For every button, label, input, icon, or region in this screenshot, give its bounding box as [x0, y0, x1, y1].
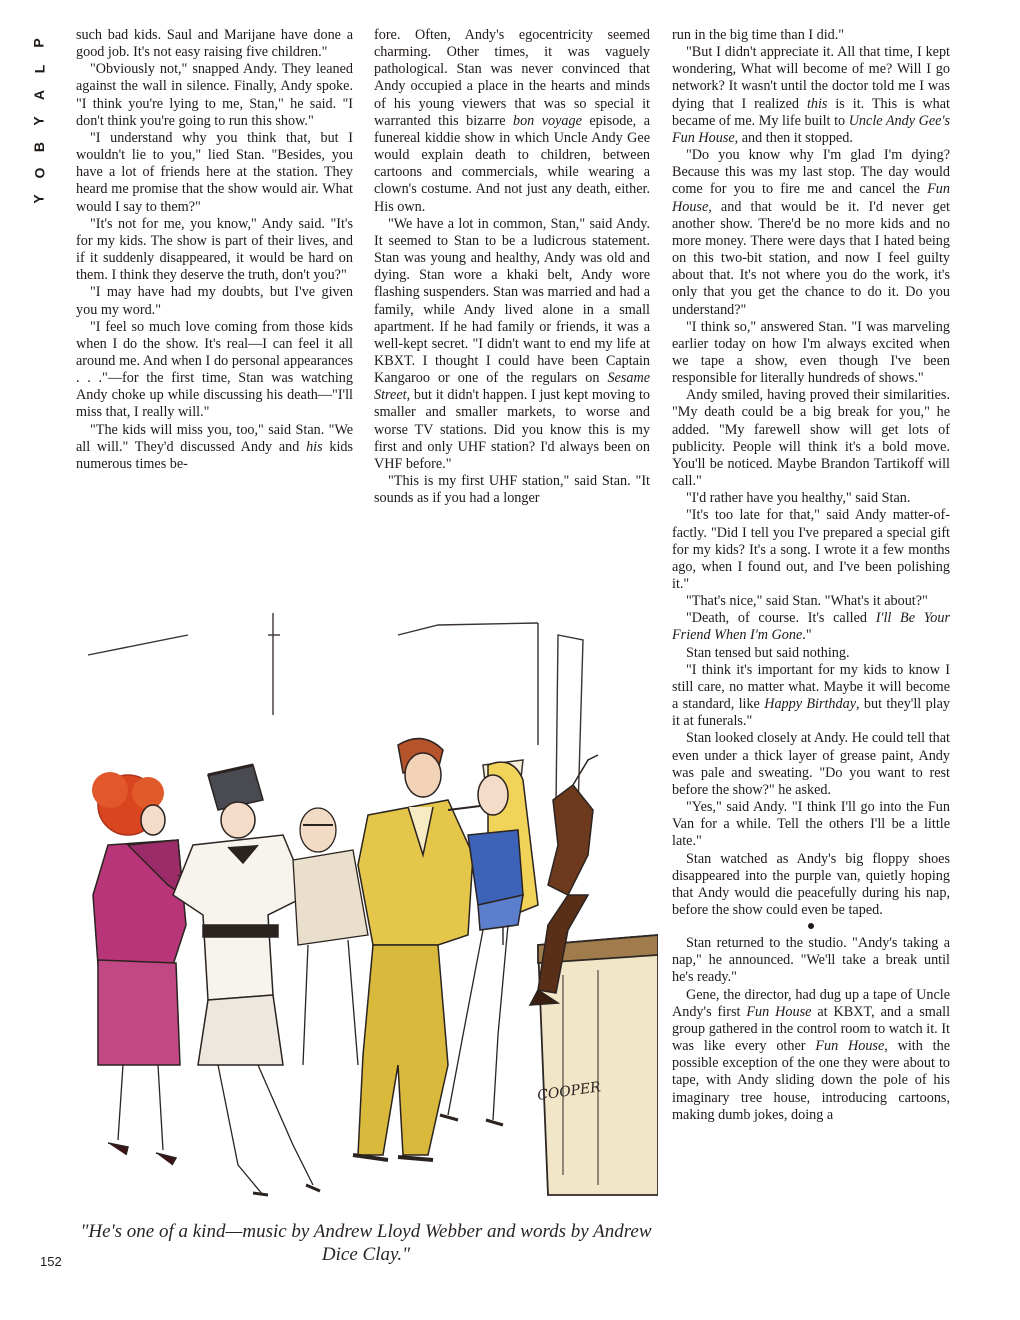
- paragraph: [374, 216, 650, 473]
- text-run: , with the possible exception of the one they were about to tape, with Andy sliding down the pole of his imaginary tree house, introducing cartoons, making dumb jokes, doing a: [672, 1038, 950, 1123]
- italic-text: I'll Be Your Friend When I'm Gone: [672, 610, 950, 644]
- running-head: [26, 30, 52, 212]
- background-man: [293, 808, 368, 1065]
- text-run: episode, a funereal kiddie show in which Uncle Andy Gee would explain death to children, between cartoons and commercials, while wearing a clown's costume. And not just any death, either. His own.: [374, 112, 650, 215]
- paragraph: [672, 147, 950, 319]
- paragraph: run in the big time than I did.": [672, 27, 845, 43]
- text-run: .": [802, 627, 812, 644]
- paragraph: [672, 662, 950, 731]
- paragraph: Andy smiled, having proved their similarities. "My death could be a big break for you," he added. "My farewell show will get lots of publicity. People will think it's a bold move. You'll be noticed. Maybe Brandon Tartikoff will call.": [672, 387, 950, 490]
- paragraph: "I feel so much love coming from those kids when I do the show. It's real—I can feel it all around me. And when I do personal appearances . . ."—for the first time, Stan was watching Andy choke up while discussing his death—"I'll miss that, I really will.": [76, 318, 353, 421]
- italic-text: his: [306, 438, 323, 455]
- paragraph: "It's too late for that," said Andy matter-of-factly. "Did I tell you I've prepared a special gift for my kids? It's a song. I wrote it a few months ago, when I found out, and I've been polishing it.": [672, 507, 950, 592]
- paragraph: "I understand why you think that, but I wouldn't lie to you," lied Stan. "Besides, you have a lot of friends here at the station. They heard me promise that the show would air. What would I say to them?": [76, 129, 353, 215]
- text-run: "I think it's important for my kids to know I still care, no matter what. Maybe it will become a standard, like: [672, 661, 950, 713]
- italic-text: Uncle Andy Gee's Fun House: [672, 112, 950, 146]
- paragraph: [672, 987, 950, 1124]
- paragraph: Stan looked closely at Andy. He could tell that even under a thick layer of grease paint, Andy was pale and sweating. "Do you want to rest before the show?" he asked.: [672, 730, 950, 798]
- paragraph: "I may have had my doubts, but I've given you my word.": [76, 284, 353, 318]
- italic-text: Happy Birthday: [764, 696, 857, 713]
- italic-text: Fun House: [672, 181, 950, 215]
- cartoonist-signature: COOPER: [536, 1079, 602, 1104]
- paragraph: "Obviously not," snapped Andy. They leaned against the wall in silence. Finally, Andy spoke. "I think you're lying to me, Stan," he said. "I don't think you're going to run this show.": [76, 61, 353, 129]
- italic-text: Fun House: [815, 1038, 885, 1055]
- paragraph: [374, 27, 650, 216]
- paragraph: Stan tensed but said nothing.: [686, 644, 850, 661]
- paragraph: [76, 422, 353, 473]
- running-head-letter: A: [31, 89, 47, 101]
- text-column-2: [374, 27, 650, 567]
- paragraph: "I think so," answered Stan. "I was marveling earlier today on how I'm always excited when we tape a show, even though I've been responsible for literally hundreds of shows.": [672, 318, 950, 387]
- text-run: "But I didn't appreciate it. All that time, I kept wondering, What will become of me? Will I go network? It wasn't until the doctor told me I was dying that I realized: [672, 44, 950, 112]
- text-run: , but they'll play it at funerals.": [672, 696, 950, 730]
- cartoon-illustration: [68, 595, 658, 1205]
- white-blouse-woman: [173, 765, 320, 1195]
- paragraph: "I'd rather have you healthy," said Stan.: [686, 490, 911, 507]
- running-head-letter: P: [31, 38, 47, 48]
- cartoon-caption: "He's one of a kind—music by Andrew Lloyd Webber and words by Andrew Dice Clay.": [80, 1221, 652, 1265]
- paragraph: [672, 610, 950, 644]
- section-break-dot: [808, 923, 814, 929]
- text-run: "Do you know why I'm glad I'm dying? Because this was my last stop. The day would come for you to fire me and cancel the: [672, 147, 950, 198]
- text-run: "Death, of course. It's called: [686, 610, 876, 627]
- text-run: Gene, the director, had dug up a tape of Uncle Andy's first: [672, 986, 950, 1020]
- page-number: 152: [40, 1254, 62, 1269]
- running-head-letter: L: [31, 64, 47, 74]
- paragraph: "This is my first UHF station," said Stan. "It sounds as if you had a longer: [374, 473, 650, 507]
- text-run: "The kids will miss you, too," said Stan. "We all will." They'd discussed Andy and: [76, 421, 353, 455]
- text-run: at KBXT, and a small group gathered in the control room to watch it. It was like every other: [672, 1003, 950, 1055]
- text-run: fore. Often, Andy's egocentricity seemed charming. Other times, it was vaguely pathological. Stan was never convinced that Andy occupied a place in the hearts and minds of his young viewers that was so special it warranted this bizarre: [374, 27, 650, 129]
- italic-text: Sesame Street: [374, 370, 650, 404]
- paragraph: such bad kids. Saul and Marijane have done a good job. It's not easy raising five children.": [76, 27, 353, 61]
- paragraph: "Yes," said Andy. "I think I'll go into the Fun Van for a while. Tell the others I'll be a little late.": [672, 799, 950, 850]
- italic-text: bon voyage: [512, 112, 582, 129]
- paragraph: Stan watched as Andy's big floppy shoes disappeared into the purple van, quietly hoping that Andy would die peacefully during his nap, before the show could even be taped.: [672, 850, 950, 918]
- running-head-letter: O: [30, 167, 47, 179]
- text-run: , but it didn't happen. I just kept moving to smaller and smaller markets, to worse and worse TV stations. Did you know this is my first and only UHF station? I'd always been on VHF before.": [374, 387, 650, 472]
- italic-text: this: [806, 95, 828, 112]
- paragraph: "It's not for me, you know," Andy said. "It's for my kids. The show is part of their lives, and if it suddenly disappeared, it would be hard on them. I think they deserve the truth, don't you?": [76, 215, 353, 284]
- italic-text: Fun House: [746, 1003, 812, 1020]
- text-run: "We have a lot in common, Stan," said Andy. It seemed to Stan to be a ludicrous statement. Stan was young and healthy, Andy was old and dying. Stan wore a khaki belt, Andy wore flashing suspenders. Stan was married and had a family, while Andy lived alone in a small apartment. If he had family or friends, it was a well-kept secret. "I didn't want to end my life at KBXT. I thought I could have been Captain Kangaroo or one of the regulars on: [374, 215, 650, 387]
- running-head-letter: Y: [31, 194, 47, 204]
- text-run: is it. This is what became of me. My life built to: [672, 95, 950, 129]
- paragraph: Stan returned to the studio. "Andy's taking a nap," he announced. "We'll take a break until he's ready.": [672, 935, 950, 986]
- running-head-letter: B: [31, 141, 47, 153]
- paragraph: [672, 44, 950, 147]
- text-run: , and then it stopped.: [734, 129, 853, 146]
- text-run: kids numerous times be-: [76, 438, 353, 472]
- paragraph: "That's nice," said Stan. "What's it about?": [686, 593, 928, 610]
- running-head-letter: Y: [31, 116, 47, 126]
- text-column-3: [672, 27, 950, 1277]
- text-run: , and that would be it. I'd never get another show. There'd be no more kids and no more money. There were days that I hated being on this two-bit station, and now I feel guilty about that. It's not where you do the work, it's only that you get the chance to do it. Do you understand?": [672, 198, 950, 318]
- text-column-1: [76, 27, 353, 567]
